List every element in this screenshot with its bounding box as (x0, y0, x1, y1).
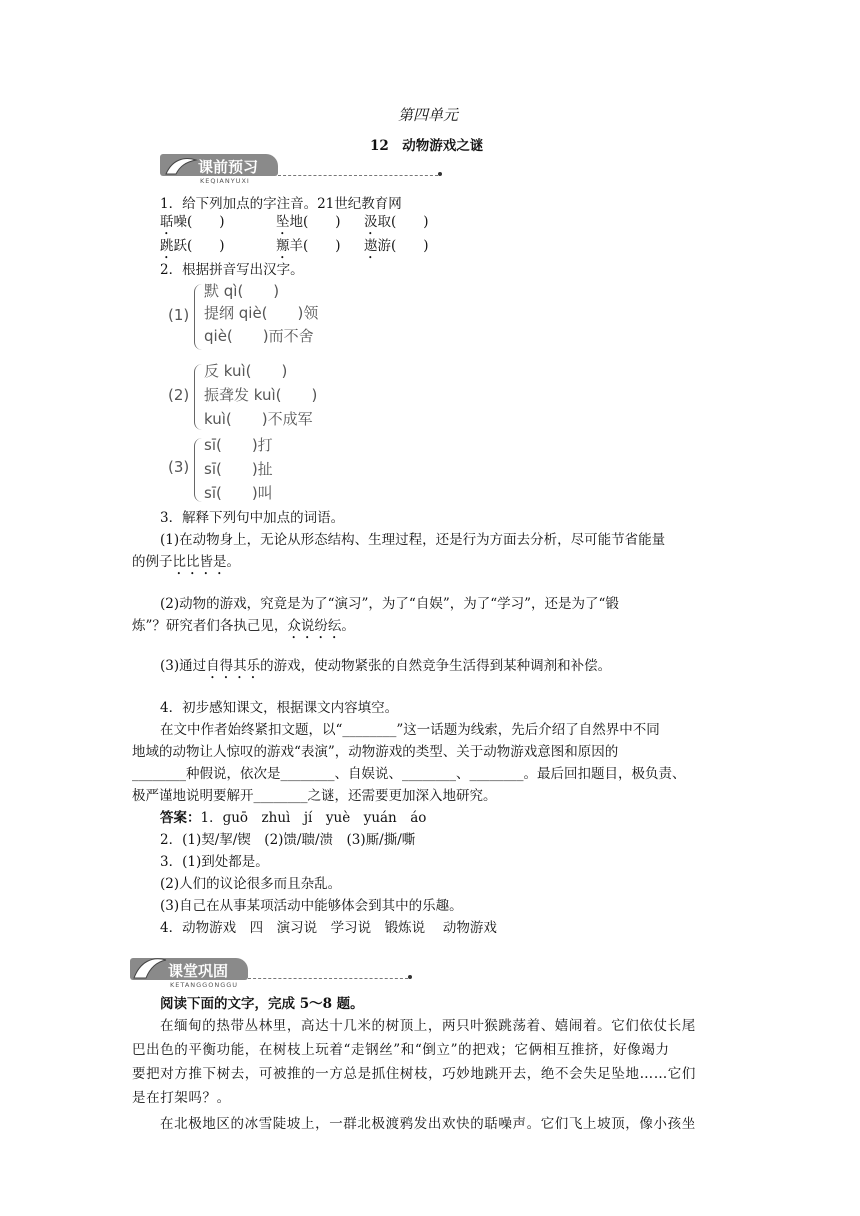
banner-sublabel: KETANGGONGGU (170, 981, 239, 989)
banner-rule (278, 175, 438, 176)
bird-logo-icon (164, 154, 198, 178)
q3-stem: 3．解释下列句中加点的词语。 (160, 510, 345, 526)
answer-line-3: 3．(1)到处都是。 (160, 854, 269, 870)
banner-dot (408, 975, 412, 979)
text-segment: 的例子 (132, 554, 173, 570)
pinyin-line: sī( )扯 (204, 460, 273, 478)
answer-line-3b: (2)人们的议论很多而且杂乱。 (160, 876, 342, 892)
q4-line: ________种假说，依次是________、自娱说、________、________。最后回扣题目，极负责、 (132, 766, 686, 782)
q1-dot-char: 羱 (276, 238, 290, 254)
passage-line: 在北极地区的冰雪陡坡上，一群北极渡鸦发出欢快的聒噪声。它们飞上坡顶，像小孩坐 (160, 1116, 696, 1132)
pinyin-line: 默 qì( ) (204, 282, 280, 300)
q1-dot-char: 遨 (364, 238, 378, 254)
pinyin-group-2 (168, 360, 368, 436)
pinyin-line: sī( )打 (204, 436, 273, 454)
q1-item: 跃( ) (173, 238, 225, 254)
pinyin-line: kuì( )不成军 (204, 410, 313, 428)
q3-s3 (160, 656, 611, 682)
q4-line: 极严谨地说明要解开________之谜，还需要更加深入地研究。 (132, 788, 497, 804)
passage-line: 在缅甸的热带丛林里，高达十几米的树顶上，两只叶猴跳荡着、嬉闹着。它们依仗长尾 (160, 1018, 696, 1034)
pinyin-line: qiè( )而不舍 (204, 327, 314, 345)
q1-item: 取( ) (377, 214, 429, 230)
q1-dot-char: 汲 (364, 214, 378, 230)
q1-dot-char: 聒 (160, 214, 174, 230)
pinyin-line: 反 kuì( ) (204, 362, 288, 380)
answer-line-3c: (3)自己在从事某项活动中能够体会到其中的乐趣。 (160, 898, 463, 914)
section-banner-preview (160, 152, 450, 185)
text-segment: 。 (341, 618, 355, 634)
dotted-phrase: 众说纷纭 (287, 618, 342, 634)
pinyin-group-3 (168, 434, 368, 510)
pinyin-group-1 (168, 280, 368, 356)
q3-s2-line2 (132, 616, 355, 642)
q4-line: 在文中作者始终紧扣文题，以“________”这一话题为线索，先后介绍了自然界中不同 (160, 722, 660, 738)
lesson-title: 12 动物游戏之谜 (370, 138, 484, 154)
pinyin-line: 提纲 qiè( )领 (204, 304, 319, 322)
banner-rule (248, 978, 408, 979)
banner-dot (438, 172, 442, 176)
group-number: (1) (168, 306, 190, 324)
dotted-phrase: 自得其乐 (206, 658, 261, 674)
q4-line: 地域的动物让人惊叹的游戏“表演”，动物游戏的类型、关于动物游戏意图和原因的 (132, 744, 619, 760)
q2-stem: 2．根据拼音写出汉字。 (160, 262, 304, 278)
dotted-phrase: 比比皆是 (172, 554, 227, 570)
q1-dot-char: 坠 (276, 214, 290, 230)
answer-label: 答案： (160, 810, 201, 826)
q1-stem: 1．给下列加点的字注音。21世纪教育网 (160, 196, 402, 212)
group-number: (2) (168, 386, 190, 404)
q1-dot-char: 跳 (160, 238, 174, 254)
group-number: (3) (168, 458, 190, 476)
q3-s1-line2 (132, 552, 240, 578)
answer-line-4: 4．动物游戏 四 演习说 学习说 锻炼说 动物游戏 (160, 920, 497, 936)
answer-line-1 (160, 808, 426, 828)
banner-sublabel: KEQIANYUXI (200, 177, 250, 185)
answer-text: 1．ɡuō zhuì jí yuè yuán áo (200, 810, 427, 826)
text-segment: 的游戏，使动物紧张的自然竞争生活得到某种调剂和补偿。 (260, 658, 612, 674)
text-segment: 炼”？研究者们各执己见， (132, 618, 288, 634)
banner-label: 课前预习 (198, 158, 259, 176)
pinyin-line: sī( )叫 (204, 484, 273, 502)
q1-item: 地( ) (289, 214, 341, 230)
text-segment: 。 (226, 554, 240, 570)
section-banner-class (130, 952, 420, 989)
answer-line-2: 2．(1)契/挈/锲 (2)馈/聩/溃 (3)厮/撕/嘶 (160, 832, 416, 848)
bird-logo-icon (132, 952, 168, 982)
q1-item: 噪( ) (173, 214, 225, 230)
q3-s1-line1: (1)在动物身上，无论从形态结构、生理过程，还是行为方面去分析，尽可能节省能量 (160, 532, 666, 548)
passage-line: 巴出色的平衡功能，在树枝上玩着“走钢丝”和“倒立”的把戏；它俩相互推挤，好像竭力 (132, 1042, 670, 1058)
reading-stem: 阅读下面的文字，完成 5～8 题。 (160, 996, 364, 1012)
unit-title: 第四单元 (398, 106, 459, 124)
q4-stem: 4．初步感知课文，根据课文内容填空。 (160, 700, 399, 716)
banner-label: 课堂巩固 (168, 962, 229, 980)
passage-line: 要把对方推下树去，可被推的一方总是抓住树枝，巧妙地跳开去，绝不会失足坠地……它们 (132, 1066, 696, 1082)
pinyin-line: 振聋发 kuì( ) (204, 386, 318, 404)
text-segment: (3)通过 (160, 658, 207, 674)
passage-line: 是在打架吗？。 (132, 1090, 231, 1106)
q1-item: 羊( ) (289, 238, 341, 254)
q1-item: 游( ) (377, 238, 429, 254)
q3-s2-line1: (2)动物的游戏，究竟是为了“演习”，为了“自娱”，为了“学习”，还是为了“锻 (160, 596, 619, 612)
